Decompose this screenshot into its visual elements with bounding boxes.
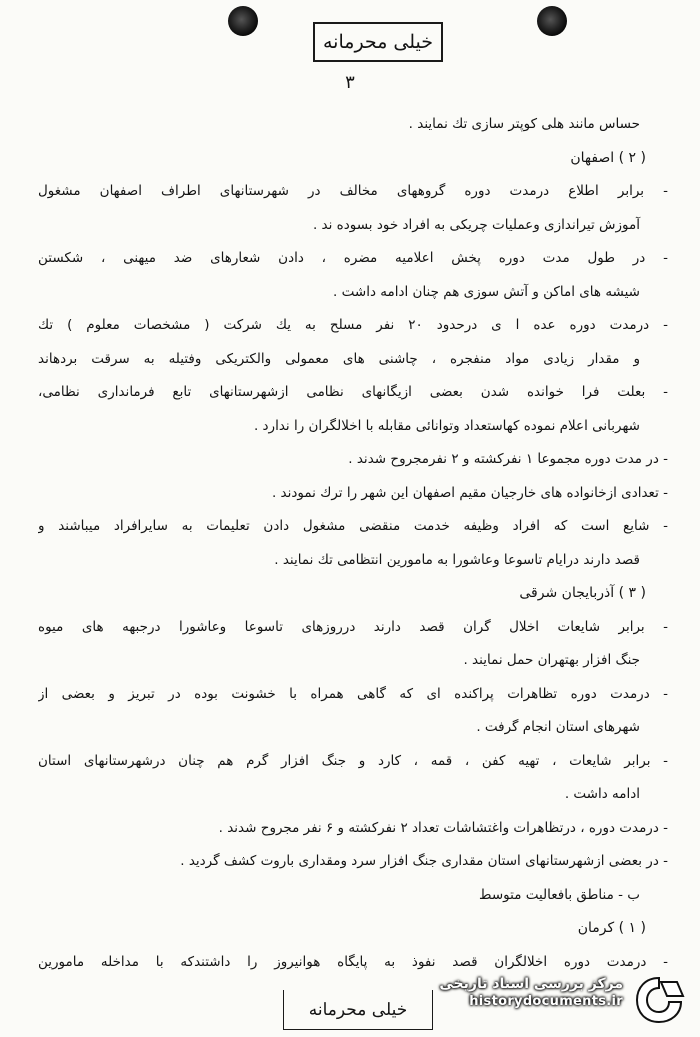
text-line: جنگ افزار بهتهران حمل نمایند . <box>463 652 640 668</box>
text-line: شیشه های اماکن و آتش سوزی هم چنان ادامه داشت . <box>333 283 640 300</box>
classification-stamp-top <box>313 22 443 62</box>
punch-hole-right <box>537 6 567 36</box>
section-heading-east-azarbaijan: ( ۳ ) آذربایجان شرقی <box>519 585 646 601</box>
text-line: - درمدت دوره ، درتظاهرات واغتشاشات تعداد ۲ نفرکشته و ۶ نفر مجروح شدند . <box>218 819 668 836</box>
classification-text: خیلی محرمانه <box>323 31 434 53</box>
text-line: حساس مانند هلی کوپتر سازی تك نمایند . <box>408 116 640 132</box>
classification-text: خیلی محرمانه <box>308 999 408 1020</box>
text-line: - برابر شایعات اخلال گران قصد دارند درروزهای تاسوعا وعاشورا درجبهه های میوه <box>38 618 668 635</box>
text-line: - درمدت دوره عده ا ی درحدود ۲۰ نفر مسلح به یك شركت ( مشخصات معلوم ) تك <box>38 317 668 333</box>
archive-watermark <box>435 970 695 1030</box>
watermark-text <box>439 976 623 1009</box>
punch-hole-left <box>228 6 258 36</box>
text-line: - بعلت فرا خوانده شدن بعضی ازیگانهای نظامی ازشهرستانهای تابع فرمانداری نظامی، <box>38 384 668 400</box>
section-heading-kerman: ( ۱ ) کرمان <box>577 920 646 936</box>
watermark-text-en: historydocuments.ir <box>469 994 623 1009</box>
text-line: آموزش تیراندازی وعملیات چریکی به افراد خود بسوده ند . <box>312 216 640 233</box>
text-line: - تعدادی ازخانواده های خارجیان مقیم اصفهان این شهر را ترك نمودند . <box>271 484 668 501</box>
page-number: ۳ <box>345 72 355 93</box>
text-line: - برابر اطلاع درمدت دوره گروههای مخالف در شهرستانهای اطراف اصفهان مشغول <box>38 183 668 199</box>
archive-logo-icon <box>631 974 687 1026</box>
section-heading-medium-activity: ب - مناطق بافعالیت متوسط <box>479 886 640 903</box>
text-line: قصد دارند درایام تاسوعا وعاشورا به مامورین انتظامی تك نمایند . <box>274 551 640 568</box>
classification-stamp-bottom <box>283 990 433 1030</box>
text-line: - در طول مدت دوره پخش اعلامیه مضره ، دادن شعارهای ضد میهنی ، شکستن <box>38 250 668 266</box>
text-line: شهربانی اعلام نموده کهاستعداد وتوانائی مقابله با اخلالگران را ندارد . <box>253 417 640 434</box>
document-body <box>38 108 668 979</box>
section-heading-isfahan: ( ۲ ) اصفهان <box>570 149 646 166</box>
text-line: شهرهای استان انجام گرفت . <box>476 719 640 735</box>
text-line: - درمدت دوره تظاهرات پراکنده ای که گاهی همراه با خشونت بوده در تبریز و بعضی از <box>38 685 668 702</box>
text-line: - شایع است که افراد وظیفه خدمت منقضی مشغول دادن تعلیمات به سایرافراد میباشند و <box>38 518 668 534</box>
text-line: و مقدار زیادی مواد منفجره ، چاشنی های معمولی والکتریکی وفتیله به سرقت بردهاند <box>38 350 640 367</box>
text-line: ادامه داشت . <box>564 786 640 802</box>
text-line: - در بعضی ازشهرستانهای استان مقداری جنگ افزار سرد ومقداری باروت کشف گردید . <box>180 853 668 869</box>
text-line: - برابر شایعات ، تهیه کفن ، قمه ، کارد و جنگ افزار گرم هم چنان درشهرستانهای استان <box>38 752 668 769</box>
watermark-text-fa: مرکز بررسی اسناد تاریخی <box>439 976 623 992</box>
text-line: - درمدت دوره اخلالگران قصد نفوذ به پایگاه هوانیروز را داشتندکه با مداخله مامورین <box>38 953 668 970</box>
text-line: - در مدت دوره مجموعا ۱ نفرکشته و ۲ نفرمجروح شدند . <box>348 451 668 467</box>
